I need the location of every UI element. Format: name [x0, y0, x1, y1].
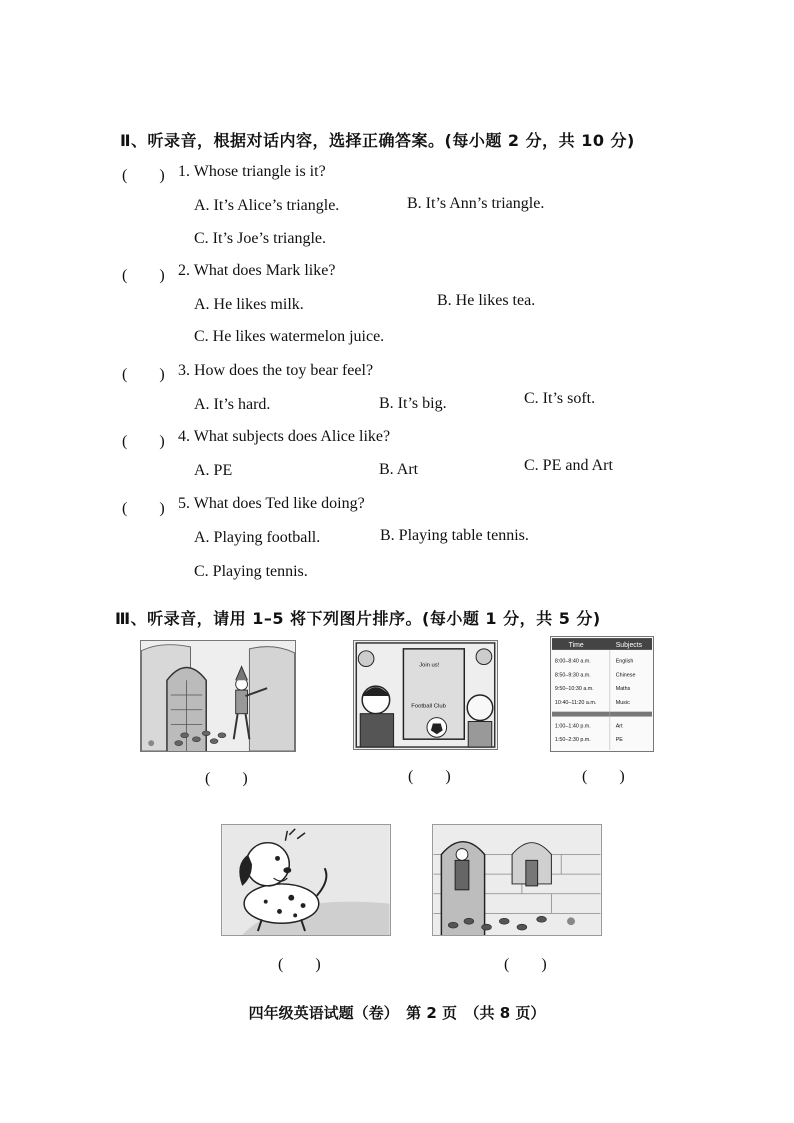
picture-football-club-poster	[353, 640, 498, 750]
timetable-header-time: Time	[568, 641, 584, 649]
q2-option-b: B. He likes tea.	[437, 292, 536, 309]
timetable-time-4: 10:40–11:20 a.m.	[554, 699, 597, 706]
answer-blank-q3[interactable]: ( )	[122, 366, 165, 383]
poster-football-club: Football Club	[411, 703, 446, 710]
q4-option-c: C. PE and Art	[524, 457, 613, 474]
q3-option-b: B. It’s big.	[379, 395, 447, 412]
q2-option-a: A. He likes milk.	[194, 296, 304, 313]
answer-blank-q2[interactable]: ( )	[122, 267, 165, 284]
page-footer: 四年级英语试题（卷） 第 2 页 （共 8 页）	[248, 1004, 546, 1022]
q5-option-b: B. Playing table tennis.	[380, 527, 529, 544]
timetable-subject-1: English	[615, 658, 634, 665]
q3-option-c: C. It’s soft.	[524, 390, 596, 407]
picture-dalmatian-dog	[221, 824, 391, 936]
answer-blank-q1[interactable]: ( )	[122, 167, 165, 184]
timetable-time-2: 8:50–9:30 a.m.	[554, 672, 591, 679]
mice-gate-illustration	[433, 825, 601, 935]
timetable-time-3: 9:50–10:30 a.m.	[554, 686, 594, 693]
answer-blank-picture-4[interactable]: ( )	[278, 956, 321, 973]
q4-option-b: B. Art	[379, 461, 419, 478]
picture-mice-at-gate	[432, 824, 602, 936]
question-4: 4. What subjects does Alice like?	[178, 428, 391, 445]
timetable-illustration	[551, 637, 653, 751]
timetable-time-1: 8:00–8:40 a.m.	[554, 658, 591, 665]
timetable-subject-3: Maths	[615, 686, 631, 693]
timetable-header-subjects: Subjects	[615, 641, 643, 649]
picture-timetable	[550, 636, 654, 752]
section-2-title: Ⅱ、听录音，根据对话内容，选择正确答案。(每小题 2 分，共 10 分)	[120, 131, 635, 150]
answer-blank-picture-3[interactable]: ( )	[582, 768, 625, 785]
q5-option-a: A. Playing football.	[194, 529, 321, 546]
q3-option-a: A. It’s hard.	[194, 396, 271, 413]
answer-blank-picture-1[interactable]: ( )	[205, 770, 248, 787]
timetable-subject-6: PE	[615, 737, 623, 744]
question-1: 1. Whose triangle is it?	[178, 163, 326, 180]
timetable-time-5: 1:00–1:40 p.m.	[554, 723, 591, 730]
poster-join-us: Join us!	[419, 662, 440, 669]
timetable-subject-5: Art	[615, 723, 623, 730]
dog-illustration	[222, 825, 390, 935]
q1-option-c: C. It’s Joe’s triangle.	[194, 230, 326, 247]
question-2: 2. What does Mark like?	[178, 262, 336, 279]
poster-illustration	[354, 641, 497, 749]
piper-illustration	[141, 641, 295, 751]
q1-option-a: A. It’s Alice’s triangle.	[194, 197, 340, 214]
answer-blank-q4[interactable]: ( )	[122, 433, 165, 450]
answer-blank-q5[interactable]: ( )	[122, 500, 165, 517]
timetable-subject-4: Music	[615, 699, 630, 706]
q2-option-c: C. He likes watermelon juice.	[194, 328, 385, 345]
timetable-time-6: 1:50–2:30 p.m.	[554, 737, 591, 744]
question-5: 5. What does Ted like doing?	[178, 495, 365, 512]
section-3-title: Ⅲ、听录音，请用 1–5 将下列图片排序。(每小题 1 分，共 5 分)	[115, 609, 601, 628]
q5-option-c: C. Playing tennis.	[194, 563, 308, 580]
q4-option-a: A. PE	[194, 462, 233, 479]
answer-blank-picture-2[interactable]: ( )	[408, 768, 451, 785]
q1-option-b: B. It’s Ann’s triangle.	[407, 195, 545, 212]
answer-blank-picture-5[interactable]: ( )	[504, 956, 547, 973]
question-3: 3. How does the toy bear feel?	[178, 362, 374, 379]
picture-piper-at-gate	[140, 640, 296, 752]
timetable-subject-2: Chinese	[615, 672, 636, 679]
